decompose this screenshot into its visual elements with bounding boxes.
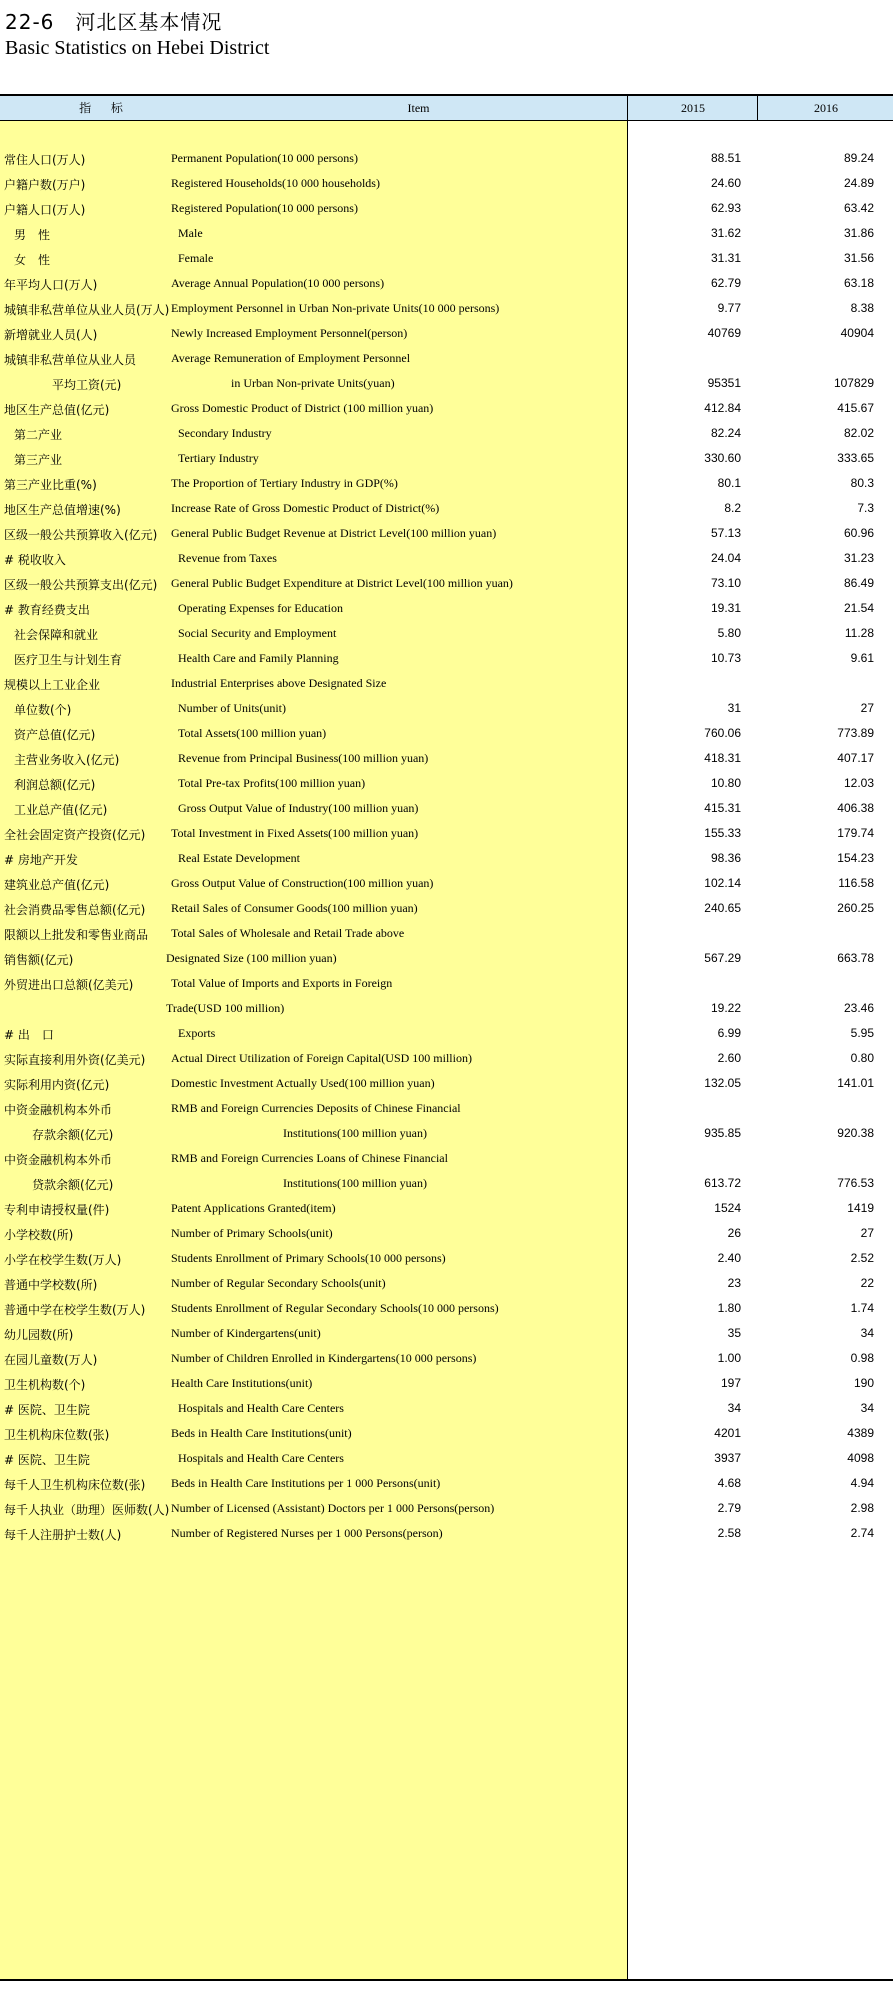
value-2015: 10.80 xyxy=(710,776,741,790)
indicator-en: Registered Households(10 000 households) xyxy=(171,176,380,190)
indicator-en: Total Investment in Fixed Assets(100 million yuan) xyxy=(171,826,419,840)
indicator-en: Increase Rate of Gross Domestic Product of District(%) xyxy=(171,501,440,515)
indicator-en: Patent Applications Granted(item) xyxy=(171,1201,336,1215)
value-2015: 415.31 xyxy=(704,801,741,815)
value-2016: 23.46 xyxy=(843,1001,874,1015)
value-2016: 4389 xyxy=(847,1426,874,1440)
indicator-en: in Urban Non-private Units(yuan) xyxy=(231,376,395,390)
indicator-cn: 卫生机构床位数(张) xyxy=(4,1428,110,1442)
indicator-cn: 单位数(个) xyxy=(14,703,72,717)
value-2015: 418.31 xyxy=(704,751,741,765)
value-2015: 1.00 xyxy=(717,1351,741,1365)
indicator-cn: 区级一般公共预算支出(亿元) xyxy=(4,578,158,592)
value-2016: 34 xyxy=(860,1326,874,1340)
indicator-cn: 实际直接利用外资(亿美元) xyxy=(4,1053,146,1067)
indicator-en: Beds in Health Care Institutions(unit) xyxy=(171,1426,352,1440)
value-2015: 57.13 xyxy=(710,526,741,540)
indicator-cn: 规模以上工业企业 xyxy=(4,678,101,692)
value-2016: 31.86 xyxy=(843,226,874,240)
value-2016: 27 xyxy=(860,701,874,715)
indicator-cn: 全社会固定资产投资(亿元) xyxy=(4,828,146,842)
value-2016: 31.23 xyxy=(843,551,874,565)
indicator-cn: 普通中学校数(所) xyxy=(4,1278,98,1292)
value-2015: 2.60 xyxy=(717,1051,741,1065)
indicator-cn: 地区生产总值增速(%) xyxy=(4,503,121,517)
indicator-en: Hospitals and Health Care Centers xyxy=(178,1451,344,1465)
value-2016: 1419 xyxy=(847,1201,874,1215)
indicator-en: Health Care Institutions(unit) xyxy=(171,1376,313,1390)
indicator-en: General Public Budget Expenditure at District Level(100 million yuan) xyxy=(171,576,513,590)
indicator-cn: 第二产业 xyxy=(14,428,63,442)
indicator-cn: 城镇非私营单位从业人员 xyxy=(4,353,137,367)
indicator-en: General Public Budget Revenue at District Level(100 million yuan) xyxy=(171,526,497,540)
value-2015: 1.80 xyxy=(717,1301,741,1315)
indicator-en: Designated Size (100 million yuan) xyxy=(166,951,337,965)
indicator-en: Number of Children Enrolled in Kindergartens(10 000 persons) xyxy=(171,1351,477,1365)
indicator-cn: # 房地产开发 xyxy=(4,853,78,867)
indicator-en: Gross Output Value of Industry(100 million yuan) xyxy=(178,801,419,815)
indicator-en: Employment Personnel in Urban Non-private Units(10 000 persons) xyxy=(171,301,500,315)
header-year-2016: 2016 xyxy=(757,96,893,121)
value-2016: 31.56 xyxy=(843,251,874,265)
indicator-cn: 常住人口(万人) xyxy=(4,153,86,167)
value-2016: 154.23 xyxy=(837,851,874,865)
value-2016: 40904 xyxy=(840,326,874,340)
indicator-en: Permanent Population(10 000 persons) xyxy=(171,151,358,165)
value-2016: 7.3 xyxy=(857,501,874,515)
indicator-cn: # 税收收入 xyxy=(4,553,66,567)
indicator-en: Total Pre-tax Profits(100 million yuan) xyxy=(178,776,366,790)
value-2015: 62.93 xyxy=(710,201,741,215)
value-2016: 116.58 xyxy=(838,876,874,890)
value-2016: 82.02 xyxy=(843,426,874,440)
indicator-en: Institutions(100 million yuan) xyxy=(283,1176,427,1190)
page-title-chinese: 22-6 河北区基本情况 xyxy=(5,10,223,34)
indicator-cn: 社会保障和就业 xyxy=(14,628,99,642)
value-2016: 1.74 xyxy=(850,1301,874,1315)
value-2015: 197 xyxy=(720,1376,741,1390)
indicator-en: Total Value of Imports and Exports in Foreign xyxy=(171,976,393,990)
value-2015: 34 xyxy=(727,1401,741,1415)
indicator-cn: 第三产业 xyxy=(14,453,63,467)
indicator-cn: 在园儿童数(万人) xyxy=(4,1353,98,1367)
value-2015: 31.62 xyxy=(710,226,741,240)
indicator-cn: 卫生机构数(个) xyxy=(4,1378,86,1392)
indicator-en: Number of Kindergartens(unit) xyxy=(171,1326,321,1340)
value-2016: 260.25 xyxy=(837,901,874,915)
indicator-en: The Proportion of Tertiary Industry in GDP(%) xyxy=(171,476,398,490)
indicator-cn: # 出 口 xyxy=(4,1028,54,1042)
indicator-en: Beds in Health Care Institutions per 1 000 Persons(unit) xyxy=(171,1476,441,1490)
indicator-cn: 普通中学在校学生数(万人) xyxy=(4,1303,146,1317)
value-2015: 6.99 xyxy=(717,1026,741,1040)
value-2015: 935.85 xyxy=(704,1126,741,1140)
value-2015: 330.60 xyxy=(704,451,741,465)
value-2016: 415.67 xyxy=(837,401,874,415)
indicator-cn: 男 性 xyxy=(14,228,51,242)
indicator-cn: 建筑业总产值(亿元) xyxy=(4,878,110,892)
value-2016: 179.74 xyxy=(837,826,874,840)
indicator-en: Female xyxy=(178,251,214,265)
value-2016: 2.74 xyxy=(850,1526,874,1540)
header-year-2015: 2015 xyxy=(627,96,758,121)
indicator-cn: 幼儿园数(所) xyxy=(4,1328,74,1342)
value-2015: 82.24 xyxy=(710,426,741,440)
value-2015: 35 xyxy=(727,1326,741,1340)
indicator-cn: # 医院、卫生院 xyxy=(4,1403,90,1417)
value-2015: 102.14 xyxy=(704,876,741,890)
value-2016: 21.54 xyxy=(843,601,874,615)
value-2015: 23 xyxy=(727,1276,741,1290)
indicator-cn: 地区生产总值(亿元) xyxy=(4,403,110,417)
indicator-en: Students Enrollment of Primary Schools(10 000 persons) xyxy=(171,1251,446,1265)
value-2016: 80.3 xyxy=(850,476,874,490)
indicator-en: Number of Registered Nurses per 1 000 Persons(person) xyxy=(171,1526,443,1540)
page-title-english: Basic Statistics on Hebei District xyxy=(5,37,270,59)
value-2016: 2.52 xyxy=(850,1251,874,1265)
value-2016: 0.98 xyxy=(850,1351,874,1365)
indicator-en: Average Annual Population(10 000 persons) xyxy=(171,276,385,290)
indicator-cn: 销售额(亿元) xyxy=(4,953,74,967)
value-2016: 407.17 xyxy=(837,751,874,765)
value-2015: 31.31 xyxy=(710,251,741,265)
value-2016: 406.38 xyxy=(837,801,874,815)
value-2016: 11.28 xyxy=(844,626,874,640)
indicator-en: Number of Licensed (Assistant) Doctors per 1 000 Persons(person) xyxy=(171,1501,495,1515)
indicator-cn: 女 性 xyxy=(14,253,51,267)
indicator-en: Total Sales of Wholesale and Retail Trade above xyxy=(171,926,405,940)
value-2015: 2.40 xyxy=(717,1251,741,1265)
indicator-en: Registered Population(10 000 persons) xyxy=(171,201,358,215)
indicator-cn: 贷款余额(亿元) xyxy=(32,1178,114,1192)
value-2016: 333.65 xyxy=(837,451,874,465)
indicator-cn: # 教育经费支出 xyxy=(4,603,90,617)
indicator-en: Average Remuneration of Employment Personnel xyxy=(171,351,411,365)
indicator-cn: # 医院、卫生院 xyxy=(4,1453,90,1467)
indicator-cn: 每千人注册护士数(人) xyxy=(4,1528,122,1542)
indicator-en: Domestic Investment Actually Used(100 million yuan) xyxy=(171,1076,435,1090)
value-2016: 107829 xyxy=(833,376,874,390)
indicator-en: Revenue from Taxes xyxy=(178,551,277,565)
indicator-cn: 医疗卫生与计划生育 xyxy=(14,653,123,667)
indicator-cn: 实际利用内资(亿元) xyxy=(4,1078,110,1092)
value-2015: 10.73 xyxy=(710,651,741,665)
indicator-cn: 第三产业比重(%) xyxy=(4,478,97,492)
table-bottom-rule xyxy=(0,1979,893,1981)
value-2015: 8.2 xyxy=(724,501,741,515)
indicator-en: Exports xyxy=(178,1026,216,1040)
indicator-en: Trade(USD 100 million) xyxy=(166,1001,285,1015)
indicator-en: RMB and Foreign Currencies Loans of Chinese Financial xyxy=(171,1151,448,1165)
value-2015: 760.06 xyxy=(704,726,741,740)
value-2015: 62.79 xyxy=(710,276,741,290)
indicator-cn: 户籍人口(万人) xyxy=(4,203,86,217)
value-2015: 240.65 xyxy=(704,901,741,915)
value-2015: 80.1 xyxy=(717,476,741,490)
table-row xyxy=(0,1518,893,1550)
value-2016: 663.78 xyxy=(837,951,874,965)
indicator-cn: 中资金融机构本外币 xyxy=(4,1103,113,1117)
value-2015: 2.58 xyxy=(717,1526,741,1540)
value-2015: 19.22 xyxy=(710,1001,741,1015)
indicator-cn: 中资金融机构本外币 xyxy=(4,1153,113,1167)
value-2016: 2.98 xyxy=(850,1501,874,1515)
indicator-en: Tertiary Industry xyxy=(178,451,259,465)
indicator-cn: 每千人执业（助理）医师数(人) xyxy=(4,1503,170,1517)
indicator-cn: 区级一般公共预算收入(亿元) xyxy=(4,528,158,542)
indicator-cn: 专利申请授权量(件) xyxy=(4,1203,110,1217)
value-2015: 3937 xyxy=(714,1451,741,1465)
table-body xyxy=(0,121,893,1979)
value-2015: 1524 xyxy=(714,1201,741,1215)
indicator-en: RMB and Foreign Currencies Deposits of Chinese Financial xyxy=(171,1101,461,1115)
value-2015: 88.51 xyxy=(710,151,741,165)
indicator-cn: 资产总值(亿元) xyxy=(14,728,96,742)
value-2015: 4.68 xyxy=(717,1476,741,1490)
indicator-cn: 平均工资(元) xyxy=(52,378,122,392)
value-2015: 155.33 xyxy=(704,826,741,840)
value-2016: 60.96 xyxy=(843,526,874,540)
indicator-en: Male xyxy=(178,226,203,240)
value-2015: 5.80 xyxy=(717,626,741,640)
indicator-en: Number of Regular Secondary Schools(unit) xyxy=(171,1276,386,1290)
value-2016: 24.89 xyxy=(843,176,874,190)
indicator-en: Newly Increased Employment Personnel(person) xyxy=(171,326,408,340)
value-2016: 4098 xyxy=(847,1451,874,1465)
value-2015: 412.84 xyxy=(704,401,741,415)
value-2015: 24.04 xyxy=(710,551,741,565)
value-2016: 27 xyxy=(860,1226,874,1240)
indicator-cn: 利润总额(亿元) xyxy=(14,778,96,792)
indicator-en: Hospitals and Health Care Centers xyxy=(178,1401,344,1415)
value-2015: 24.60 xyxy=(710,176,741,190)
indicator-en: Number of Primary Schools(unit) xyxy=(171,1226,333,1240)
value-2016: 34 xyxy=(860,1401,874,1415)
value-2015: 73.10 xyxy=(710,576,741,590)
value-2016: 141.01 xyxy=(837,1076,874,1090)
value-2015: 26 xyxy=(727,1226,741,1240)
indicator-cn: 存款余额(亿元) xyxy=(32,1128,114,1142)
indicator-cn: 每千人卫生机构床位数(张) xyxy=(4,1478,146,1492)
indicator-cn: 主营业务收入(亿元) xyxy=(14,753,120,767)
value-2016: 89.24 xyxy=(843,151,874,165)
indicator-en: Social Security and Employment xyxy=(178,626,337,640)
indicator-cn: 外贸进出口总额(亿美元) xyxy=(4,978,134,992)
indicator-en: Revenue from Principal Business(100 million yuan) xyxy=(178,751,429,765)
indicator-cn: 小学校数(所) xyxy=(4,1228,74,1242)
value-2016: 86.49 xyxy=(843,576,874,590)
value-2015: 9.77 xyxy=(717,301,741,315)
indicator-en: Operating Expenses for Education xyxy=(178,601,343,615)
value-2016: 0.80 xyxy=(850,1051,874,1065)
value-2015: 98.36 xyxy=(710,851,741,865)
indicator-en: Industrial Enterprises above Designated Size xyxy=(171,676,387,690)
value-2016: 63.42 xyxy=(843,201,874,215)
indicator-en: Gross Output Value of Construction(100 million yuan) xyxy=(171,876,434,890)
header-indicator: 指 标 xyxy=(79,101,131,115)
indicator-cn: 工业总产值(亿元) xyxy=(14,803,108,817)
value-2015: 40769 xyxy=(707,326,741,340)
value-2016: 5.95 xyxy=(850,1026,874,1040)
value-2016: 9.61 xyxy=(850,651,874,665)
indicator-en: Institutions(100 million yuan) xyxy=(283,1126,427,1140)
value-2015: 613.72 xyxy=(704,1176,741,1190)
indicator-en: Students Enrollment of Regular Secondary Schools(10 000 persons) xyxy=(171,1301,499,1315)
value-2016: 8.38 xyxy=(850,301,874,315)
value-2016: 776.53 xyxy=(837,1176,874,1190)
indicator-en: Total Assets(100 million yuan) xyxy=(178,726,327,740)
indicator-en: Health Care and Family Planning xyxy=(178,651,339,665)
indicator-cn: 社会消费品零售总额(亿元) xyxy=(4,903,146,917)
indicator-cn: 小学在校学生数(万人) xyxy=(4,1253,122,1267)
indicator-cn: 年平均人口(万人) xyxy=(4,278,98,292)
value-2016: 22 xyxy=(860,1276,874,1290)
indicator-cn: 限额以上批发和零售业商品 xyxy=(4,928,149,942)
indicator-en: Gross Domestic Product of District (100 million yuan) xyxy=(171,401,434,415)
value-2016: 190 xyxy=(853,1376,874,1390)
value-2015: 19.31 xyxy=(710,601,741,615)
value-2015: 2.79 xyxy=(717,1501,741,1515)
value-2016: 773.89 xyxy=(837,726,874,740)
value-2016: 63.18 xyxy=(843,276,874,290)
table-header xyxy=(0,94,893,121)
value-2016: 4.94 xyxy=(850,1476,874,1490)
indicator-cn: 户籍户数(万户) xyxy=(4,178,86,192)
indicator-en: Retail Sales of Consumer Goods(100 million yuan) xyxy=(171,901,418,915)
indicator-cn: 新增就业人员(人) xyxy=(4,328,98,342)
value-2015: 4201 xyxy=(714,1426,741,1440)
value-2015: 95351 xyxy=(707,376,741,390)
indicator-en: Actual Direct Utilization of Foreign Capital(USD 100 million) xyxy=(171,1051,472,1065)
indicator-en: Number of Units(unit) xyxy=(178,701,286,715)
value-2016: 12.03 xyxy=(843,776,874,790)
indicator-cn: 城镇非私营单位从业人员(万人) xyxy=(4,303,170,317)
value-2015: 567.29 xyxy=(704,951,741,965)
indicator-en: Real Estate Development xyxy=(178,851,300,865)
indicator-en: Secondary Industry xyxy=(178,426,272,440)
value-2016: 920.38 xyxy=(837,1126,874,1140)
value-2015: 31 xyxy=(727,701,741,715)
header-item: Item xyxy=(407,101,430,115)
value-2015: 132.05 xyxy=(704,1076,741,1090)
